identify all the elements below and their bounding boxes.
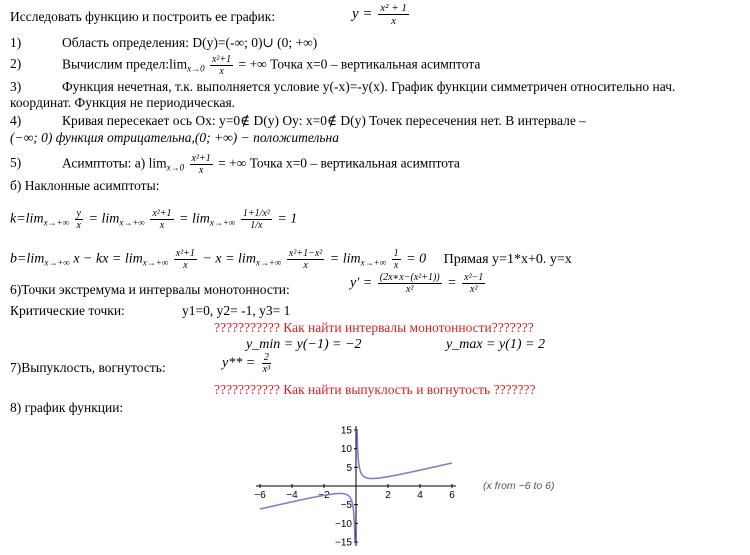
x-tick-label: −6 <box>254 490 266 501</box>
b-formula: $b=\lim_{x\to+\infty}$ x − kx = $\lim_{x\to+\infty}$ $\frac{\text{x²+1}}{x}$ − $x = \lim_{x\to+\infty}$ $\frac{\text{x²+1−x²}}{x}$ = $\lim_{x\to+\infty}$ $\frac{1}{x}$ = 0 Прямая у=1*х+0. у=х <box>10 248 572 271</box>
y-tick-label: 10 <box>340 444 352 456</box>
graph-label: 8) график функции: <box>10 400 124 415</box>
x-tick-label: 6 <box>449 490 455 501</box>
function-graph <box>250 418 570 554</box>
x-tick-label: 2 <box>385 490 391 501</box>
curve-positive-branch <box>357 430 452 479</box>
y-tick-label: 15 <box>340 425 352 437</box>
x-tick-label: −2 <box>318 490 330 501</box>
task-title: Исследовать функцию и построить ее график: <box>10 9 276 24</box>
critical-points-values: у1=0, у2= -1, у3= 1 <box>182 303 291 318</box>
function-definition: y = $\frac{\text{x² + 1}}{x}$ <box>352 2 407 27</box>
y-tick-label: −5 <box>340 500 352 512</box>
graph-axes <box>256 426 456 546</box>
item-3: 3) Функция нечетная, т.к. выполняется условие у(-х)=-у(х). График функции симметричен относительно нач. <box>10 79 676 94</box>
second-derivative: y** = $\frac{2}{\text{x³}}$ <box>222 352 271 375</box>
derivative-formula: y′ = $\frac{\text{(2x∗x−(x²+1))}}{\text{x²}}$ = $\frac{\text{x²−1}}{\text{x²}}$ <box>350 272 484 295</box>
item-4: 4) Кривая пересекает ось Ох: у=0∉ D(y) Оу: х=0∉ D(y) Точек пересечения нет. В интервале – <box>10 113 586 128</box>
item-4-continued: (−∞; 0) функция отрицательна,(0; +∞) − положительна <box>10 130 339 145</box>
y-tick-label: −15 <box>335 537 352 549</box>
question-monotonicity: ??????????? Как найти интервалы монотонности??????? <box>214 320 534 335</box>
y-tick-label: 5 <box>346 462 352 474</box>
x-tick-label: 4 <box>417 490 423 501</box>
graph-annotation: (x from −6 to 6) <box>483 480 555 492</box>
item-5: 5) Асимптоты: а) $\lim_{x\to 0}$ $\frac{\text{x²+1}}{x}$ = +∞ Точка х=0 – вертикальная асимптота <box>10 153 460 176</box>
x-tick-label: −4 <box>286 490 298 501</box>
k-formula: $k=\lim_{x\to+\infty}$ $\frac{y}{x}$ = $\lim_{x\to+\infty}$ $\frac{\text{x²+1}}{x}$ = $\lim_{x\to+\infty}$ $\frac{\text{1+1/x²}}{1/x}$ = 1 <box>10 208 298 231</box>
item-1: 1) Область определения: D(y)=(-∞; 0)∪ (0; +∞) <box>10 35 318 50</box>
critical-points-label: Критические точки: <box>10 303 125 318</box>
question-convexity: ??????????? Как найти выпуклость и вогнутость ??????? <box>214 382 536 397</box>
monotonicity-label: 6)Точки экстремума и интервалы монотонности: <box>10 282 290 297</box>
convexity-label: 7)Выпуклость, вогнутость: <box>10 360 166 375</box>
y-min: y_min = y(−1) = −2 <box>246 337 362 352</box>
item-3-continued: координат. Функция не периодическая. <box>10 95 236 110</box>
item-6: б) Наклонные асимптоты: <box>10 178 160 193</box>
item-2: 2) Вычислим $предел:\lim_{x\to 0}$ $\frac{\text{x²+1}}{x}$ = +∞ Точка х=0 – вертикальная асимптота <box>10 54 481 77</box>
y-max: y_max = y(1) = 2 <box>446 337 545 352</box>
y-tick-label: −10 <box>335 518 352 530</box>
